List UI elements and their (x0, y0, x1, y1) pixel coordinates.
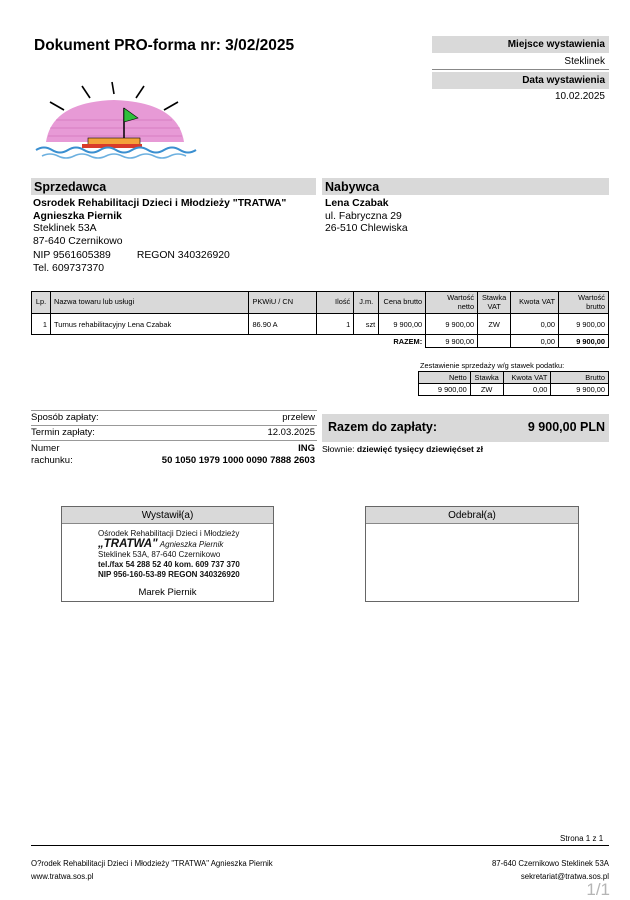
cell-price-gross: 9 900,00 (379, 314, 426, 335)
company-logo (32, 80, 202, 162)
col-name: Nazwa towaru lub usługi (50, 292, 248, 314)
total-net: 9 900,00 (426, 335, 478, 348)
vat-cell-rate: ZW (470, 384, 503, 396)
seller-block (33, 198, 318, 275)
words-label: Słownie: (322, 444, 355, 454)
seller-nip: NIP 9561605389 (33, 250, 111, 261)
issued-by-name: Marek Piernik (138, 587, 197, 598)
date-value: 10.02.2025 (554, 91, 605, 102)
received-by-header: Odebrał(a) (366, 507, 578, 524)
vat-cell-vat: 0,00 (503, 384, 551, 396)
seller-regon: REGON 340326920 (136, 250, 230, 261)
vat-col-rate: Stawka (470, 372, 503, 384)
payment-method-label: Sposób zapłaty: (31, 412, 99, 423)
total-vat: 0,00 (511, 335, 559, 348)
buyer-block (325, 198, 605, 236)
buyer-header: Nabywca (322, 178, 609, 195)
cell-vat-rate: ZW (478, 314, 511, 335)
col-gross-value: Wartość brutto (559, 292, 609, 314)
buyer-street: ul. Fabryczna 29 (325, 210, 402, 222)
footer-divider (31, 845, 609, 846)
total-label: RAZEM: (379, 335, 426, 348)
col-price-gross: Cena brutto (379, 292, 426, 314)
stamp-line5: NIP 956-160-53-89 REGON 340326920 (98, 570, 240, 579)
total-row (32, 335, 609, 348)
cell-vat-amount: 0,00 (511, 314, 559, 335)
items-table (31, 291, 609, 348)
issued-by-box (61, 506, 274, 602)
stamp-line3: Steklinek 53A, 87-640 Czernikowo (98, 550, 221, 559)
total-due-box (322, 414, 609, 442)
total-due-label: Razem do zapłaty: (328, 420, 438, 434)
col-lp: Lp. (32, 292, 51, 314)
account-row (31, 443, 317, 466)
amount-in-words (322, 444, 483, 454)
col-pkwiu: PKWiU / CN (249, 292, 317, 314)
stamp-line2-bold: „TRATWA" (98, 538, 158, 550)
payment-due-label: Termin zapłaty: (31, 427, 95, 438)
footer-website: www.tratwa.sos.pl (31, 872, 94, 881)
footer-email: sekretariat@tratwa.sos.pl (520, 872, 609, 881)
words-value: dziewięć tysięcy dziewięćset zł (356, 444, 483, 454)
vat-col-vat: Kwota VAT (503, 372, 551, 384)
received-by-box (365, 506, 579, 602)
account-label-2: rachunku: (31, 454, 73, 466)
vat-cell-net: 9 900,00 (419, 384, 471, 396)
table-row (32, 314, 609, 335)
account-label-1: Numer (31, 443, 60, 454)
col-vat-rate: Stawka VAT (478, 292, 511, 314)
vat-col-net: Netto (419, 372, 471, 384)
vat-header-row (419, 372, 609, 384)
stamp-line2-rest: Agnieszka Piernik (159, 540, 224, 549)
viewer-page-indicator: 1/1 (586, 880, 610, 899)
col-qty: Ilość (317, 292, 354, 314)
account-number: 50 1050 1979 1000 0090 7888 2603 (161, 455, 315, 466)
seller-city: 87-640 Czernikowo (33, 235, 123, 247)
vat-cell-gross: 9 900,00 (551, 384, 609, 396)
vat-summary-table (418, 371, 609, 396)
issued-by-header: Wystawił(a) (62, 507, 273, 524)
cell-unit: szt (354, 314, 379, 335)
total-vat-rate-empty (478, 335, 511, 348)
cell-pkwiu: 86.90 A (249, 314, 317, 335)
document-title: Dokument PRO-forma nr: 3/02/2025 (34, 37, 295, 54)
stamp-line4: tel./fax 54 288 52 40 kom. 609 737 370 (98, 560, 240, 569)
cell-lp: 1 (32, 314, 51, 335)
total-due-value: 9 900,00 PLN (527, 420, 605, 434)
col-unit: J.m. (354, 292, 379, 314)
cell-name: Turnus rehabilitacyjny Lena Czabak (50, 314, 248, 335)
footer-company: O?rodek Rehabilitacji Dzieci i Młodzieży "TRATWA" Agnieszka Piernik (31, 859, 273, 868)
payment-due-value: 12.03.2025 (267, 427, 315, 438)
cell-qty: 1 (317, 314, 354, 335)
vat-summary-caption: Zestawienie sprzedaży w/g stawek podatku: (420, 361, 565, 370)
col-net-value: Wartość netto (426, 292, 478, 314)
items-header-row (32, 292, 609, 314)
col-vat-amount: Kwota VAT (511, 292, 559, 314)
place-label: Miejsce wystawienia (432, 36, 609, 53)
divider (432, 69, 609, 70)
payment-due-row (31, 427, 317, 441)
seller-name-line1: Osrodek Rehabilitacji Dzieci i Młodzieży "TRATWA" (33, 198, 287, 209)
buyer-city: 26-510 Chlewiska (325, 223, 408, 234)
seller-header: Sprzedawca (31, 178, 316, 195)
footer-address: 87-640 Czernikowo Steklinek 53A (491, 859, 609, 868)
buyer-name: Lena Czabak (325, 198, 389, 209)
page-number: Strona 1 z 1 (560, 834, 604, 843)
cell-gross-value: 9 900,00 (559, 314, 609, 335)
place-value: Steklinek (564, 56, 605, 67)
divider (31, 410, 317, 411)
date-label: Data wystawienia (432, 72, 609, 89)
account-bank: ING (298, 443, 315, 454)
stamp-line1: Ośrodek Rehabilitacji Dzieci i Młodzieży (98, 529, 240, 538)
payment-method-value: przelew (282, 412, 315, 423)
vat-col-gross: Brutto (551, 372, 609, 384)
seller-street: Steklinek 53A (33, 223, 97, 234)
payment-method-row (31, 412, 317, 426)
total-gross: 9 900,00 (559, 335, 609, 348)
seller-phone: Tel. 609737370 (33, 262, 105, 274)
seller-name-line2: Agnieszka Piernik (33, 210, 122, 222)
company-stamp (98, 529, 240, 580)
cell-net-value: 9 900,00 (426, 314, 478, 335)
table-row (419, 384, 609, 396)
